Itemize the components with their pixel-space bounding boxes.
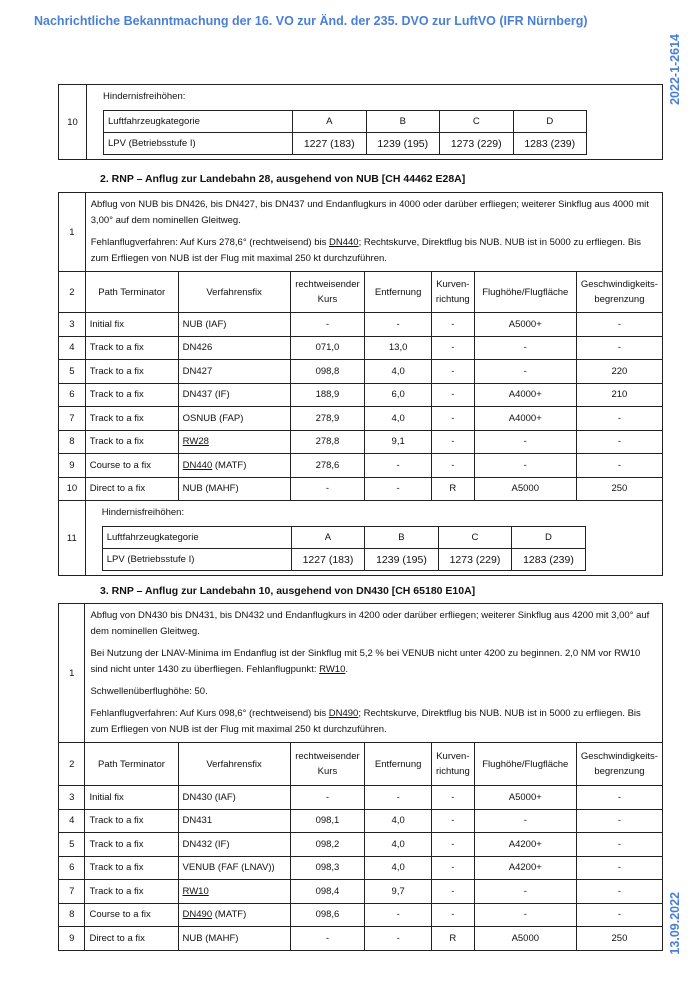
table-row: [59, 927, 663, 951]
flughoehe-cell: A4000+: [474, 383, 576, 407]
path-terminator-cell: Track to a fix: [85, 856, 178, 880]
kurs-cell: 278,9: [290, 407, 365, 431]
section2-table: [58, 192, 663, 576]
obstacle-header-d: D: [512, 527, 586, 549]
section3-description-p1: Abflug von DN430 bis DN431, bis DN432 und Endanflugkurs in 4200 oder darüber erfliegen; weiterer Sinkflug aus 4200 mit 3,00° auf dem nominellen Gleitweg.: [90, 610, 650, 637]
kurs-cell: 098,4: [290, 880, 365, 904]
kurs-cell: 098,1: [290, 809, 365, 833]
geschwindigkeit-cell: 210: [576, 383, 662, 407]
row-number: 8: [59, 430, 86, 454]
row-number: 7: [59, 407, 86, 431]
fix-cell: [178, 880, 290, 904]
kurvenrichtung-cell: -: [431, 360, 474, 384]
section3-description-p2: Bei Nutzung der LNAV-Minima im Endanflug ist der Sinkflug mit 5,2 % bei VENUB nicht unter 4200 zu beginnen. 2,0 NM vor RW10 sind nicht unter 1430 zu überfliegen. Fehlanflugpunkt: RW10.: [90, 648, 641, 675]
col-kurs: rechtweisender Kurs: [290, 272, 365, 313]
geschwindigkeit-cell: -: [576, 454, 662, 478]
geschwindigkeit-cell: 250: [576, 477, 662, 501]
waypoint-link: RW10: [319, 664, 346, 675]
section2-description: [85, 193, 662, 272]
path-terminator-cell: Track to a fix: [85, 407, 178, 431]
kurvenrichtung-cell: -: [431, 903, 474, 927]
flughoehe-cell: A5000: [474, 477, 576, 501]
table-row: [59, 454, 663, 478]
section3-heading: 3. RNP – Anflug zur Landebahn 10, ausgehend von DN430 [CH 65180 E10A]: [100, 585, 476, 597]
row-number: 6: [59, 856, 85, 880]
kurs-cell: 188,9: [290, 383, 365, 407]
geschwindigkeit-cell: -: [576, 786, 662, 810]
col-flughoehe: Flughöhe/Flugfläche: [474, 743, 576, 786]
row-number: 10: [59, 85, 87, 160]
entfernung-cell: 4,0: [365, 833, 432, 857]
obstacle-header-b: B: [366, 111, 440, 133]
row-number: 1: [59, 604, 85, 743]
col-kurs: rechtweisender Kurs: [290, 743, 365, 786]
path-terminator-cell: Track to a fix: [85, 809, 178, 833]
geschwindigkeit-cell: -: [576, 833, 662, 857]
path-terminator-cell: Track to a fix: [85, 360, 178, 384]
entfernung-cell: -: [365, 313, 432, 337]
fix-cell: DN490 (MATF): [178, 903, 290, 927]
entfernung-cell: -: [365, 454, 432, 478]
document-header: Nachrichtliche Bekanntmachung der 16. VO zur Änd. der 235. DVO zur LuftVO (IFR Nürnberg): [34, 14, 588, 28]
fix-cell: NUB (MAHF): [178, 477, 290, 501]
obstacle-label: Hindernisfreihöhen:: [103, 91, 186, 102]
waypoint-link: DN440: [328, 237, 359, 248]
kurs-cell: 098,6: [290, 903, 365, 927]
col-entfernung: Entfernung: [365, 272, 432, 313]
entfernung-cell: -: [365, 477, 432, 501]
entfernung-cell: 6,0: [365, 383, 432, 407]
table-row: [59, 383, 663, 407]
obstacle-value-c: 1273 (229): [440, 133, 514, 155]
row-number: 9: [59, 454, 86, 478]
col-verfahrensfix: Verfahrensfix: [178, 743, 290, 786]
kurs-cell: 098,3: [290, 856, 365, 880]
entfernung-cell: 4,0: [365, 360, 432, 384]
row-number: 7: [59, 880, 85, 904]
waypoint-link: RW10: [182, 885, 209, 897]
kurs-cell: 098,8: [290, 360, 365, 384]
flughoehe-cell: -: [474, 903, 576, 927]
entfernung-cell: 4,0: [365, 407, 432, 431]
kurs-cell: -: [290, 477, 365, 501]
kurvenrichtung-cell: -: [431, 313, 474, 337]
section3-table: [58, 603, 663, 951]
row-number: 4: [59, 336, 86, 360]
fix-cell: OSNUB (FAP): [178, 407, 290, 431]
kurvenrichtung-cell: -: [431, 856, 474, 880]
obstacle-header-c: C: [440, 111, 514, 133]
section1-tail-table: [58, 84, 663, 160]
flughoehe-cell: A4200+: [474, 856, 576, 880]
entfernung-cell: 4,0: [365, 809, 432, 833]
path-terminator-cell: Track to a fix: [85, 336, 178, 360]
kurs-cell: -: [290, 313, 365, 337]
path-terminator-cell: Initial fix: [85, 313, 178, 337]
geschwindigkeit-cell: -: [576, 880, 662, 904]
fix-cell: NUB (MAHF): [178, 927, 290, 951]
kurs-cell: -: [290, 786, 365, 810]
table-row: [59, 903, 663, 927]
geschwindigkeit-cell: -: [576, 336, 662, 360]
section2-heading: 2. RNP – Anflug zur Landebahn 28, ausgehend von NUB [CH 44462 E28A]: [100, 173, 466, 185]
col-kurvenrichtung: Kurven-richtung: [431, 272, 474, 313]
table-row: [59, 477, 663, 501]
obstacle-header-category: Luftfahrzeugkategorie: [102, 527, 291, 549]
fix-cell: DN431: [178, 809, 290, 833]
obstacle-value-c: 1273 (229): [438, 549, 512, 571]
kurvenrichtung-cell: -: [431, 336, 474, 360]
table-row: [59, 856, 663, 880]
path-terminator-cell: Initial fix: [85, 786, 178, 810]
path-terminator-cell: Track to a fix: [85, 833, 178, 857]
table-row: [59, 430, 663, 454]
row-number: 8: [59, 903, 85, 927]
flughoehe-cell: -: [474, 336, 576, 360]
section3-description-p3: Schwellenüberflughöhe: 50.: [90, 686, 208, 697]
row-number: 11: [59, 501, 86, 576]
geschwindigkeit-cell: 220: [576, 360, 662, 384]
kurs-cell: 278,6: [290, 454, 365, 478]
waypoint-link: DN490: [182, 909, 213, 921]
obstacle-value-b: 1239 (195): [365, 549, 439, 571]
col-flughoehe: Flughöhe/Flugfläche: [474, 272, 576, 313]
flughoehe-cell: -: [474, 360, 576, 384]
col-path-terminator: Path Terminator: [85, 743, 178, 786]
entfernung-cell: 9,1: [365, 430, 432, 454]
table-row: [59, 880, 663, 904]
flughoehe-cell: A4000+: [474, 407, 576, 431]
kurvenrichtung-cell: -: [431, 786, 474, 810]
path-terminator-cell: Track to a fix: [85, 880, 178, 904]
geschwindigkeit-cell: 250: [576, 927, 662, 951]
table-row: [59, 786, 663, 810]
entfernung-cell: -: [365, 903, 432, 927]
row-number: 5: [59, 833, 85, 857]
entfernung-cell: -: [365, 786, 432, 810]
col-path-terminator: Path Terminator: [85, 272, 178, 313]
obstacle-value-b: 1239 (195): [366, 133, 440, 155]
row-number: 2: [59, 743, 85, 786]
row-number: 5: [59, 360, 86, 384]
table-row: [59, 833, 663, 857]
fix-cell: DN440 (MATF): [178, 454, 290, 478]
row-number: 10: [59, 477, 86, 501]
fix-cell: NUB (IAF): [178, 313, 290, 337]
row-number: 2: [59, 272, 86, 313]
obstacle-value-a: 1227 (183): [293, 133, 367, 155]
obstacle-table: [103, 110, 587, 155]
col-kurvenrichtung: Kurven-richtung: [431, 743, 474, 786]
entfernung-cell: -: [365, 927, 432, 951]
obstacle-row-label: LPV (Betriebsstufe I): [102, 549, 291, 571]
table-row: [59, 336, 663, 360]
waypoint-link: DN440: [182, 459, 213, 471]
kurs-cell: 098,2: [290, 833, 365, 857]
obstacle-header-a: A: [293, 111, 367, 133]
col-verfahrensfix: Verfahrensfix: [178, 272, 290, 313]
fix-cell: [178, 430, 290, 454]
fix-cell: VENUB (FAF (LNAV)): [178, 856, 290, 880]
col-geschwindigkeit: Geschwindigkeits-begrenzung: [576, 272, 662, 313]
row-number: 6: [59, 383, 86, 407]
obstacle-label: Hindernisfreihöhen:: [101, 507, 185, 518]
table-row: [59, 407, 663, 431]
kurs-cell: 071,0: [290, 336, 365, 360]
path-terminator-cell: Direct to a fix: [85, 927, 178, 951]
path-terminator-cell: Course to a fix: [85, 454, 178, 478]
kurvenrichtung-cell: R: [431, 477, 474, 501]
geschwindigkeit-cell: -: [576, 313, 662, 337]
flughoehe-cell: A5000+: [474, 313, 576, 337]
kurvenrichtung-cell: -: [431, 809, 474, 833]
table-row: [59, 360, 663, 384]
row-number: 1: [59, 193, 86, 272]
row-number: 4: [59, 809, 85, 833]
waypoint-link: DN490: [328, 708, 359, 719]
fix-cell: DN432 (IF): [178, 833, 290, 857]
entfernung-cell: 13,0: [365, 336, 432, 360]
geschwindigkeit-cell: -: [576, 407, 662, 431]
section2-description-p1: Abflug von NUB bis DN426, bis DN427, bis DN437 und Endanflugkurs in 4000 oder darüber erfliegen; weiterer Sinkflug aus 4000 mit 3,00° auf dem nominellen Gleitweg.: [90, 199, 649, 226]
obstacle-header-category: Luftfahrzeugkategorie: [104, 111, 293, 133]
obstacle-value-a: 1227 (183): [291, 549, 365, 571]
obstacle-header-c: C: [438, 527, 512, 549]
row-number: 9: [59, 927, 85, 951]
geschwindigkeit-cell: -: [576, 903, 662, 927]
row-number: 3: [59, 313, 86, 337]
obstacle-table: [102, 526, 586, 571]
table-row: [59, 809, 663, 833]
fix-cell: DN427: [178, 360, 290, 384]
section2-description-p2: Fehlanflugverfahren: Auf Kurs 278,6° (rechtweisend) bis DN440; Rechtskurve, Direktflug bis NUB. NUB ist in 5000 zu erfliegen. Bis zum Erfliegen von NUB ist der Flug mit maximal 250 kt durchzuführen.: [90, 237, 642, 264]
kurvenrichtung-cell: R: [431, 927, 474, 951]
flughoehe-cell: -: [474, 430, 576, 454]
obstacle-row-label: LPV (Betriebsstufe I): [104, 133, 293, 155]
obstacle-value-d: 1283 (239): [513, 133, 587, 155]
section3-description: [85, 604, 663, 743]
geschwindigkeit-cell: -: [576, 809, 662, 833]
date-stamp: 13.09.2022: [668, 892, 682, 955]
path-terminator-cell: Course to a fix: [85, 903, 178, 927]
path-terminator-cell: Direct to a fix: [85, 477, 178, 501]
entfernung-cell: 9,7: [365, 880, 432, 904]
waypoint-link: RW28: [182, 436, 209, 448]
col-entfernung: Entfernung: [365, 743, 432, 786]
flughoehe-cell: A4200+: [474, 833, 576, 857]
fix-cell: DN426: [178, 336, 290, 360]
kurs-cell: -: [290, 927, 365, 951]
kurs-cell: 278,8: [290, 430, 365, 454]
kurvenrichtung-cell: -: [431, 880, 474, 904]
obstacle-header-d: D: [513, 111, 587, 133]
fix-cell: DN430 (IAF): [178, 786, 290, 810]
flughoehe-cell: -: [474, 809, 576, 833]
flughoehe-cell: -: [474, 880, 576, 904]
obstacle-value-d: 1283 (239): [512, 549, 586, 571]
path-terminator-cell: Track to a fix: [85, 383, 178, 407]
kurvenrichtung-cell: -: [431, 407, 474, 431]
document-number-stamp: 2022-1-2614: [668, 34, 682, 105]
col-geschwindigkeit: Geschwindigkeits-begrenzung: [576, 743, 662, 786]
obstacle-header-a: A: [291, 527, 365, 549]
table-row: [59, 313, 663, 337]
flughoehe-cell: A5000: [474, 927, 576, 951]
path-terminator-cell: Track to a fix: [85, 430, 178, 454]
flughoehe-cell: -: [474, 454, 576, 478]
section3-description-p4: Fehlanflugverfahren: Auf Kurs 098,6° (rechtweisend) bis DN490; Rechtskurve, Direktflug bis NUB. NUB ist in 5000 zu erfliegen. Bis zum Erfliegen von NUB ist der Flug mit maximal 250 kt durchzuführen.: [90, 708, 641, 735]
kurvenrichtung-cell: -: [431, 383, 474, 407]
entfernung-cell: 4,0: [365, 856, 432, 880]
row-number: 3: [59, 786, 85, 810]
kurvenrichtung-cell: -: [431, 454, 474, 478]
geschwindigkeit-cell: -: [576, 856, 662, 880]
fix-cell: DN437 (IF): [178, 383, 290, 407]
kurvenrichtung-cell: -: [431, 430, 474, 454]
obstacle-header-b: B: [365, 527, 439, 549]
flughoehe-cell: A5000+: [474, 786, 576, 810]
geschwindigkeit-cell: -: [576, 430, 662, 454]
kurvenrichtung-cell: -: [431, 833, 474, 857]
